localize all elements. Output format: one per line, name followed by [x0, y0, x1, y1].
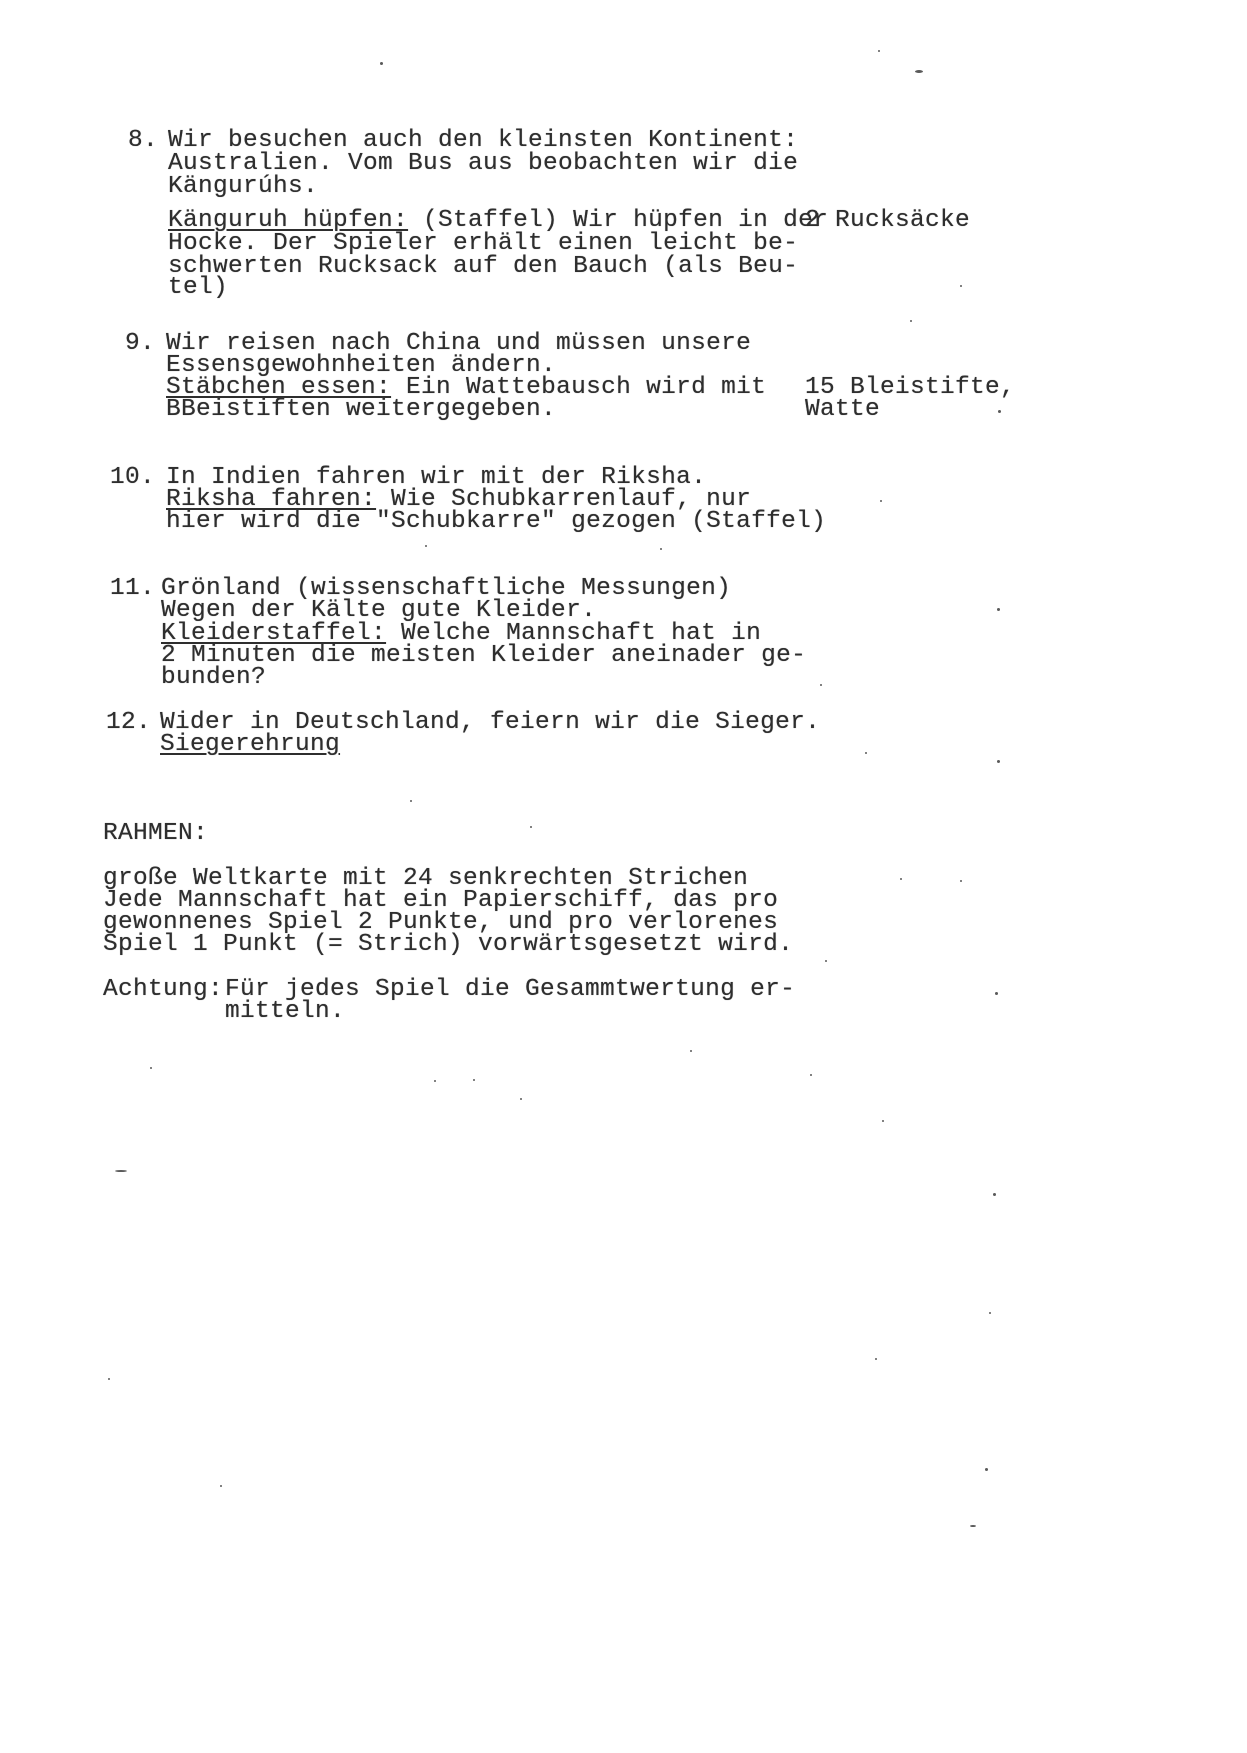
- item-11-line-2: Wegen der Kälte gute Kleider.: [161, 597, 597, 624]
- item-11-game-line-3: bunden?: [161, 664, 267, 691]
- item-12-game-line-1: [160, 732, 340, 757]
- item-8-line-2: Australien. Vom Bus aus beobachten wir die: [168, 150, 799, 177]
- item-9-line-2: Essensgewohnheiten ändern.: [166, 352, 557, 379]
- item-12-line-1: Wider in Deutschland, feiern wir die Sieger.: [160, 709, 821, 736]
- item-10-number: 10.: [110, 464, 156, 491]
- item-11-game-line-2: 2 Minuten die meisten Kleider aneinader ge-: [161, 642, 807, 669]
- item-10-game-line-2: hier wird die "Schubkarre" gezogen (Staffel): [166, 508, 827, 535]
- item-8-material-1: 2 Rucksäcke: [805, 207, 971, 234]
- item-8-game-line-3: schwerten Rucksack auf den Bauch (als Beu-: [168, 253, 799, 280]
- item-8-game-line-4: tel): [168, 274, 229, 301]
- achtung-line-2: mitteln.: [225, 998, 346, 1025]
- item-11-number: 11.: [110, 575, 156, 602]
- item-8-game-title: Känguruh hüpfen:: [168, 207, 409, 234]
- item-9-material-2: Watte: [805, 396, 881, 423]
- item-9-number: 9.: [125, 330, 156, 357]
- item-10-game-text-1: Wie Schubkarrenlauf, nur: [376, 486, 752, 513]
- item-11-game-text-1: Welche Mannschaft hat in: [386, 620, 762, 647]
- rahmen-line-3: gewonnenes Spiel 2 Punkte, und pro verlorenes: [103, 909, 779, 936]
- rahmen-line-4: Spiel 1 Punkt (= Strich) vorwärtsgesetzt wird.: [103, 931, 794, 958]
- item-9-game-line-2: BBeistiften weitergegeben.: [166, 396, 557, 423]
- item-9-game-text-1: Ein Wattebausch wird mit: [391, 374, 767, 401]
- item-10-game-title: Riksha fahren:: [166, 486, 377, 513]
- item-12-number: 12.: [106, 709, 152, 736]
- item-9-material-1: 15 Bleistifte,: [805, 374, 1016, 401]
- item-8-game-line-2: Hocke. Der Spieler erhält einen leicht be-: [168, 230, 799, 257]
- item-8-number: 8.: [128, 127, 159, 154]
- item-12-game-title: Siegerehrung: [160, 731, 341, 758]
- item-8-game-text-1: (Staffel) Wir hüpfen in der: [408, 207, 829, 234]
- rahmen-heading: RAHMEN:: [103, 820, 209, 847]
- achtung-line-1: Für jedes Spiel die Gesammtwertung er-: [225, 976, 796, 1003]
- item-9-game-title: Stäbchen essen:: [166, 374, 392, 401]
- rahmen-line-1: große Weltkarte mit 24 senkrechten Strichen: [103, 865, 749, 892]
- achtung-label: Achtung:: [103, 976, 224, 1003]
- item-10-line-1: In Indien fahren wir mit der Riksha.: [166, 464, 707, 491]
- item-8-line-1: Wir besuchen auch den kleinsten Kontinent:: [168, 127, 799, 154]
- item-9-line-1: Wir reisen nach China und müssen unsere: [166, 330, 752, 357]
- item-11-game-title: Kleiderstaffel:: [161, 620, 387, 647]
- item-8-line-3: Kängurúhs.: [168, 173, 319, 200]
- rahmen-line-2: Jede Mannschaft hat ein Papierschiff, das pro: [103, 887, 779, 914]
- item-11-line-1: Grönland (wissenschaftliche Messungen): [161, 575, 732, 602]
